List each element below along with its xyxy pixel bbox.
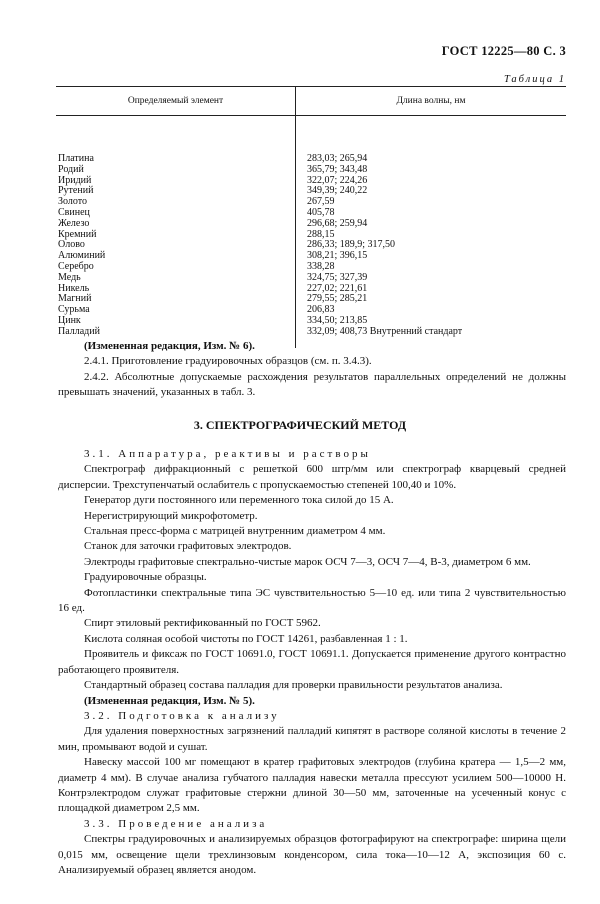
after-table-block <box>58 339 566 401</box>
paragraph-2-4-2: 2.4.2. Абсолютные допускаемые расхождения результатов параллельных определений не должны превышать значений, указанных в табл. 3. <box>58 370 566 399</box>
preparation-paragraph: Для удаления поверхностных загрязнений палладий кипятят в растворе соляной кислоты в течение 2 мин, промывают водой и сушат. <box>58 725 566 753</box>
wavelength-cell: 206,83 <box>307 304 335 316</box>
paragraph-2-4-1: 2.4.1. Приготовление градуировочных образцов (см. п. 3.4.3). <box>84 355 372 368</box>
equipment-item: Проявитель и фиксаж по ГОСТ 10691.0, ГОСТ 10691.1. Допускается применение другого контрастно работающего проявителя. <box>58 648 566 676</box>
subsection-3-2-title: 3.2. Подготовка к анализу <box>84 709 280 722</box>
wavelength-cell: 365,79; 343,48 <box>307 163 368 175</box>
equipment-item: Кислота соляная особой чистоты по ГОСТ 14261, разбавленная 1 : 1. <box>84 632 408 645</box>
wavelength-cell: 279,55; 285,21 <box>307 293 368 305</box>
element-cell: Железо <box>58 217 90 229</box>
edit-note-5: (Измененная редакция, Изм. № 5). <box>84 694 255 707</box>
equipment-item: Электроды графитовые спектрально-чистые марок ОСЧ 7—3, ОСЧ 7—4, В-3, диаметром 6 мм. <box>84 555 531 568</box>
wavelength-cell: 349,39; 240,22 <box>307 185 368 197</box>
preparation-paragraph: Навеску массой 100 мг помещают в кратер графитовых электродов (глубина кратера — 1,5—2 мм, диаметр 4 мм). В случае анализа губчатого палладия навески металла прессуют усилием 500—10000 Н. Контрэлектродом служат графитовые стержни длиной 30—50 мм, заточенные на усеченный конус с площадкой диаметром 2,5 мм. <box>58 756 566 815</box>
element-cell: Медь <box>58 271 81 283</box>
element-cell: Цинк <box>58 314 81 326</box>
element-cell: Иридий <box>58 174 92 186</box>
analysis-paragraph: Спектры градуировочных и анализируемых образцов фотографируют на спектрографе: ширина щели 0,015 мм, освещение щели трехлинзовым конденсором, сила тока—10—12 А, экспозиция 60 с. Анализируемый образец является анодом. <box>58 833 566 876</box>
col-header-element: Определяемый элемент <box>127 96 224 106</box>
table-divider <box>295 116 296 348</box>
wavelength-cell: 283,03; 265,94 <box>307 153 368 164</box>
wavelength-cell: 296,68; 259,94 <box>307 217 368 229</box>
element-cell: Кремний <box>58 228 97 240</box>
element-cell: Золото <box>58 196 87 208</box>
element-cell: Магний <box>58 293 92 305</box>
equipment-item: Генератор дуги постоянного или переменного тока силой до 15 А. <box>84 494 394 507</box>
wavelength-cell: 308,21; 396,15 <box>307 250 368 262</box>
section-heading: 3. СПЕКТРОГРАФИЧЕСКИЙ МЕТОД <box>193 418 407 432</box>
equipment-item: Градуировочные образцы. <box>84 571 207 584</box>
element-cell: Родий <box>58 163 84 175</box>
table-header <box>56 87 566 116</box>
wavelength-cell: 227,02; 221,61 <box>307 282 368 294</box>
wavelength-cell: 324,75; 327,39 <box>307 271 368 283</box>
equipment-item: Стандартный образец состава палладия для проверки правильности результатов анализа. <box>84 679 503 692</box>
page-header: ГОСТ 12225—80 С. 3 <box>441 44 566 58</box>
equipment-item: Спектрограф дифракционный с решеткой 600 штр/мм или спектрограф кварцевый средней дисперсии. Трехступенчатый ослабитель с пропускаемостью степеней 100,40 и 10%. <box>58 463 566 491</box>
wavelength-cell: 267,59 <box>307 196 335 208</box>
element-cell: Платина <box>58 153 94 164</box>
element-cell: Рутений <box>58 185 94 197</box>
wavelength-cell: 288,15 <box>307 228 335 240</box>
element-cell: Олово <box>58 239 85 251</box>
table-caption: Таблица 1 <box>503 74 566 85</box>
element-cell: Алюминий <box>58 250 106 262</box>
wavelength-cell: 338,28 <box>307 260 335 272</box>
section-3-body <box>58 447 566 878</box>
table-body <box>56 116 566 338</box>
wavelength-cell: 332,09; 408,73 Внутренний стандарт <box>307 325 463 337</box>
element-cell: Сурьма <box>58 304 90 316</box>
subsection-3-1-title: 3.1. Аппаратура, реактивы и растворы <box>84 448 371 460</box>
wavelength-cell: 405,78 <box>307 206 335 218</box>
subsection-3-3-title: 3.3. Проведение анализа <box>84 817 268 830</box>
element-cell: Никель <box>58 282 90 294</box>
edit-note-6: (Измененная редакция, Изм. № 6). <box>84 340 255 352</box>
element-cell: Палладий <box>58 325 100 337</box>
wavelength-cell: 322,07; 224,26 <box>307 174 368 186</box>
wavelength-column <box>295 116 566 338</box>
element-cell: Серебро <box>58 260 94 272</box>
wavelength-cell: 334,50; 213,85 <box>307 314 368 326</box>
wavelength-cell: 286,33; 189,9; 317,50 <box>307 239 396 251</box>
equipment-item: Станок для заточки графитовых электродов. <box>84 540 292 553</box>
element-column <box>56 116 295 338</box>
element-cell: Свинец <box>58 206 90 218</box>
equipment-item: Спирт этиловый ректификованный по ГОСТ 5962. <box>84 617 321 630</box>
col-header-wavelength: Длина волны, нм <box>295 87 566 115</box>
equipment-item: Фотопластинки спектральные типа ЭС чувствительностью 5—10 ед. или типа 2 чувствительностью 16 ед. <box>58 586 566 615</box>
wavelength-table <box>56 86 566 338</box>
equipment-item: Нерегистрирующий микрофотометр. <box>84 509 258 522</box>
equipment-item: Стальная пресс-форма с матрицей внутренним диаметром 4 мм. <box>84 525 386 538</box>
